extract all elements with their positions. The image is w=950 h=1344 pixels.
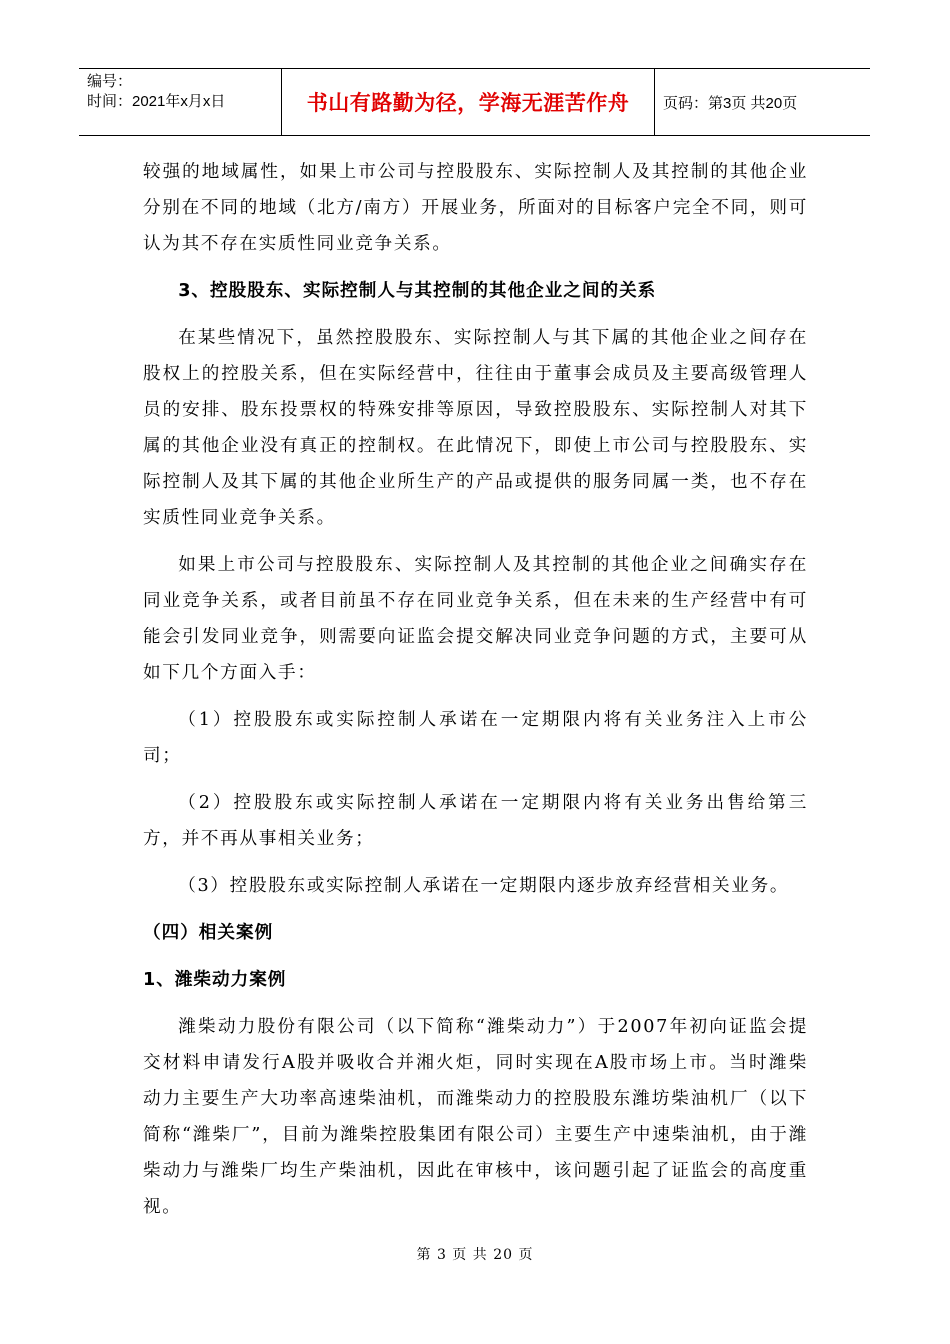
list-item-2: （2）控股股东或实际控制人承诺在一定期限内将有关业务出售给第三方，并不再从事相关业务； (143, 793, 808, 849)
paragraph-solutions-intro: 如果上市公司与控股股东、实际控制人及其控制的其他企业之间确实存在同业竞争关系，或者目前虽不存在同业竞争关系，但在未来的生产经营中有可能会引发同业竞争，则需要向证监会提交解决同业竞争问题的方式，主要可从如下几个方面入手： (143, 555, 808, 683)
header-meta (79, 69, 282, 135)
list-item-1: （1）控股股东或实际控制人承诺在一定期限内将有关业务注入上市公司； (143, 710, 808, 766)
page-footer: 第 3 页 共 20 页 (416, 1247, 534, 1263)
paragraph-weichai-case: 潍柴动力股份有限公司（以下简称“潍柴动力”）于2007年初向证监会提交材料申请发行A股并吸收合并湘火炬，同时实现在A股市场上市。当时潍柴动力主要生产大功率高速柴油机，而潍柴动力的控股股东潍坊柴油机厂（以下简称“潍柴厂”，目前为潍柴控股集团有限公司）主要生产中速柴油机，由于潍柴动力与潍柴厂均生产柴油机，因此在审核中，该问题引起了证监会的高度重视。 (143, 1017, 808, 1217)
header-motto: 书山有路勤为径，学海无涯苦作舟 (282, 69, 655, 135)
paragraph-control-relationship: 在某些情况下，虽然控股股东、实际控制人与其下属的其他企业之间存在股权上的控股关系，但在实际经营中，往往由于董事会成员及主要高级管理人员的安排、股东投票权的特殊安排等原因，导致控股股东、实际控制人对其下属的其他企业没有真正的控制权。在此情况下，即使上市公司与控股股东、实际控制人及其下属的其他企业所生产的产品或提供的服务同属一类，也不存在实质性同业竞争关系。 (143, 328, 808, 528)
document-date-label: 时间：2021年x月x日 (87, 93, 226, 110)
section-heading-cases: （四）相关案例 (143, 923, 274, 943)
list-item-3: （3）控股股东或实际控制人承诺在一定期限内逐步放弃经营相关业务。 (178, 876, 790, 896)
case-heading-weichai: 1、潍柴动力案例 (143, 970, 287, 990)
header-page-number: 页码：第3页 共20页 (663, 94, 798, 112)
document-body (143, 154, 808, 1225)
section-heading-3: 3、控股股东、实际控制人与其控制的其他企业之间的关系 (178, 281, 657, 301)
document-number-label: 编号： (87, 73, 133, 90)
page-header (79, 68, 870, 136)
paragraph-continued: 较强的地域属性，如果上市公司与控股股东、实际控制人及其控制的其他企业分别在不同的地域（北方/南方）开展业务，所面对的目标客户完全不同，则可认为其不存在实质性同业竞争关系。 (143, 162, 808, 254)
